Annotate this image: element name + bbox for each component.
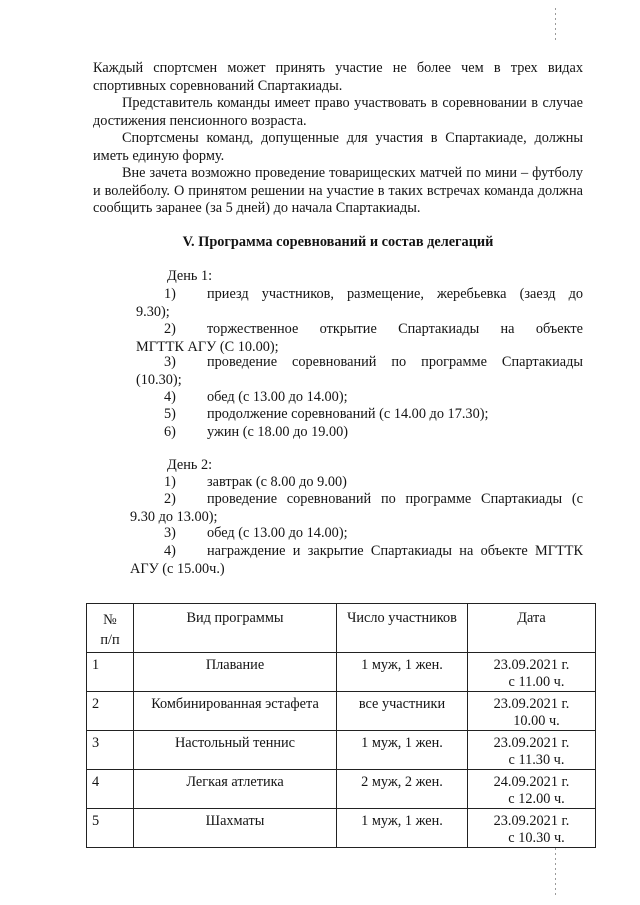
paragraph-4: Вне зачета возможно проведение товарищеских матчей по мини – футболу и волейболу. О принятом решении на участие в таких встречах команда должна сообщить заранее (за 5 дней) до начала Спартакиады. [93, 165, 583, 216]
paragraph-3: Спортсмены команд, допущенные для участия в Спартакиаде, должны иметь единую форму. [93, 130, 583, 164]
item-text-continued: 9.30); [136, 303, 170, 320]
header-date: Дата [468, 604, 596, 653]
item-number: 3) [164, 525, 176, 541]
item-text: обед (с 13.00 до 14.00); [207, 389, 348, 405]
row-program: Настольный теннис [134, 731, 337, 770]
table-row [87, 731, 596, 770]
row-participants: все участники [337, 692, 468, 731]
item-number: 2) [164, 321, 176, 337]
row-date-time: с 12.00 ч. [508, 791, 565, 807]
row-date-time: 10.00 ч. [513, 713, 560, 729]
table-row [87, 692, 596, 731]
row-participants: 2 муж, 2 жен. [337, 770, 468, 809]
row-number: 2 [87, 692, 134, 731]
row-program: Легкая атлетика [134, 770, 337, 809]
row-date [468, 809, 596, 848]
row-date-time: с 11.30 ч. [508, 752, 565, 768]
scan-artifact-line [555, 848, 556, 898]
item-text: награждение и закрытие Спартакиады на объекте МГТТК [207, 543, 583, 559]
table-header-row [87, 604, 596, 653]
scan-artifact-line [555, 8, 556, 42]
item-number: 2) [164, 491, 176, 507]
item-text: приезд участников, размещение, жеребьевка (заезд до [207, 286, 583, 302]
header-number-symbol: № [103, 612, 117, 628]
row-date [468, 653, 596, 692]
row-participants: 1 муж, 1 жен. [337, 653, 468, 692]
row-date [468, 731, 596, 770]
item-text: проведение соревнований по программе Спартакиады (с [207, 491, 583, 507]
item-number: 4) [164, 543, 176, 559]
row-date-day: 23.09.2021 г. [493, 657, 570, 673]
header-program: Вид программы [134, 604, 337, 653]
item-number: 3) [164, 354, 176, 370]
item-text: продолжение соревнований (с 14.00 до 17.30); [207, 406, 489, 422]
paragraph-1-line-2: спортивных соревнований Спартакиады. [93, 77, 343, 94]
item-text-continued: 9.30 до 13.00); [130, 508, 218, 525]
item-number: 4) [164, 389, 176, 405]
item-number: 6) [164, 424, 176, 440]
program-table [86, 603, 596, 848]
item-text: завтрак (с 8.00 до 9.00) [207, 474, 347, 490]
header-number [87, 604, 134, 653]
row-date-time: с 10.30 ч. [508, 830, 565, 846]
paragraph-2: Представитель команды имеет право участвовать в соревновании в случае достижения пенсионного возраста. [93, 95, 583, 129]
item-text: обед (с 13.00 до 14.00); [207, 525, 348, 541]
row-date [468, 692, 596, 731]
item-number: 1) [164, 286, 176, 302]
item-number: 5) [164, 406, 176, 422]
row-program: Плавание [134, 653, 337, 692]
row-date-day: 24.09.2021 г. [493, 774, 570, 790]
row-date [468, 770, 596, 809]
row-date-day: 23.09.2021 г. [493, 735, 570, 751]
item-text-continued: (10.30); [136, 371, 182, 388]
table-row [87, 653, 596, 692]
row-date-day: 23.09.2021 г. [493, 696, 570, 712]
item-text-continued: МГТТК АГУ (С 10.00); [136, 338, 279, 355]
row-program: Комбинированная эстафета [134, 692, 337, 731]
table-row [87, 770, 596, 809]
item-text: проведение соревнований по программе Спартакиады [207, 354, 583, 370]
item-text-continued: АГУ (с 15.00ч.) [130, 560, 225, 577]
row-date-time: с 11.00 ч. [508, 674, 565, 690]
row-participants: 1 муж, 1 жен. [337, 809, 468, 848]
row-participants: 1 муж, 1 жен. [337, 731, 468, 770]
header-number-abbr: п/п [100, 632, 120, 648]
row-number: 1 [87, 653, 134, 692]
row-number: 3 [87, 731, 134, 770]
paragraph-1-line-1: Каждый спортсмен может принять участие не более чем в трех видах [93, 60, 583, 76]
row-program: Шахматы [134, 809, 337, 848]
section-title: V. Программа соревнований и состав делегаций [182, 234, 494, 250]
row-date-day: 23.09.2021 г. [493, 813, 570, 829]
item-number: 1) [164, 474, 176, 490]
day-1-label: День 1: [167, 268, 213, 284]
row-number: 4 [87, 770, 134, 809]
item-text: ужин (с 18.00 до 19.00) [207, 424, 349, 440]
day-2-label: День 2: [167, 457, 213, 473]
header-participants: Число участников [337, 604, 468, 653]
row-number: 5 [87, 809, 134, 848]
table-row [87, 809, 596, 848]
item-text: торжественное открытие Спартакиады на объекте [207, 321, 583, 337]
